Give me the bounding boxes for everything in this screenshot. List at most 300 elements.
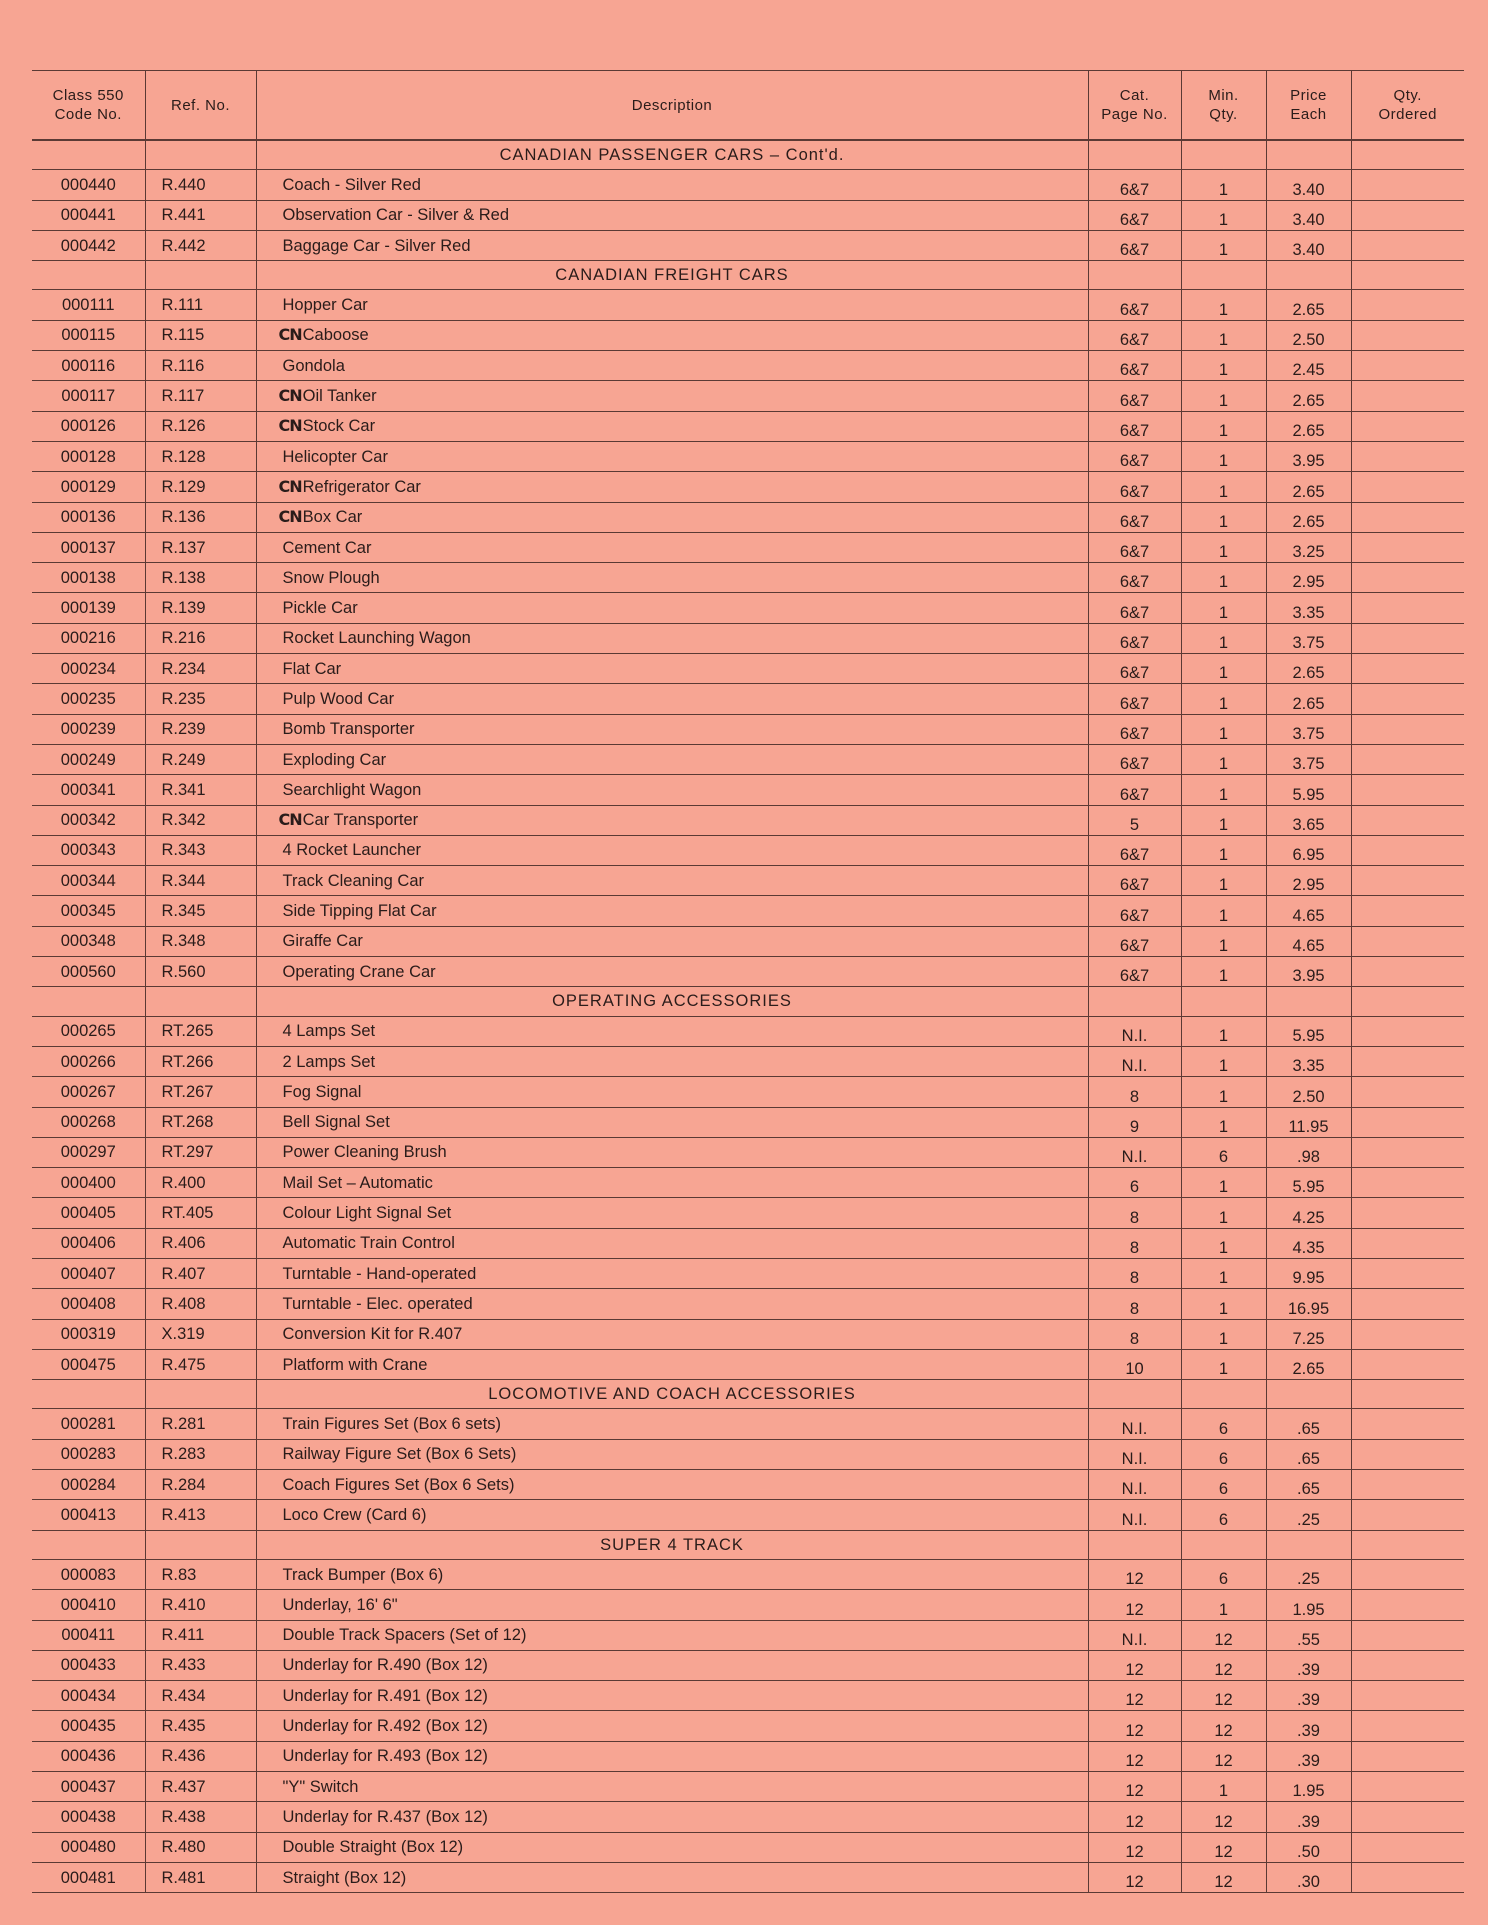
code-cell: 000216 [32,623,145,653]
qty-ordered-cell[interactable] [1351,1772,1464,1802]
page-cell: 6&7 [1088,775,1181,805]
code-cell: 000400 [32,1168,145,1198]
price-cell: 11.95 [1266,1107,1351,1137]
ref-cell: R.411 [145,1620,256,1650]
page-cell: 6&7 [1088,290,1181,320]
ref-cell: R.235 [145,684,256,714]
section-spacer [1088,261,1181,290]
ref-cell: R.345 [145,896,256,926]
qty-ordered-cell[interactable] [1351,441,1464,471]
qty-ordered-cell[interactable] [1351,654,1464,684]
section-row [32,1380,1464,1409]
description-cell [256,866,1088,896]
page-cell: 6 [1088,1168,1181,1198]
code-cell: 000137 [32,532,145,562]
section-spacer [1181,140,1266,170]
code-cell: 000265 [32,1016,145,1046]
code-cell: 000440 [32,170,145,200]
code-cell: 000435 [32,1711,145,1741]
page-cell: 6&7 [1088,684,1181,714]
min-qty-cell: 1 [1181,775,1266,805]
price-cell: 3.75 [1266,623,1351,653]
section-spacer [1266,140,1351,170]
table-row [32,654,1464,684]
section-spacer [145,140,256,170]
table-row [32,835,1464,865]
description-text: Coach Figures Set (Box 6 Sets) [282,1475,515,1494]
code-cell: 000405 [32,1198,145,1228]
description-cell [256,775,1088,805]
description-cell [256,1620,1088,1650]
qty-ordered-cell[interactable] [1351,1258,1464,1288]
qty-ordered-cell[interactable] [1351,200,1464,230]
qty-ordered-cell[interactable] [1351,1137,1464,1167]
min-qty-cell: 1 [1181,896,1266,926]
min-qty-cell: 6 [1181,1409,1266,1439]
qty-ordered-cell[interactable] [1351,1409,1464,1439]
ref-cell: R.115 [145,320,256,350]
section-title: CANADIAN FREIGHT CARS [256,261,1088,290]
section-spacer [145,987,256,1016]
description-cell [256,1137,1088,1167]
ref-cell: R.116 [145,351,256,381]
code-cell: 000116 [32,351,145,381]
min-qty-cell: 1 [1181,957,1266,987]
qty-ordered-cell[interactable] [1351,1802,1464,1832]
min-qty-cell: 1 [1181,563,1266,593]
ref-cell: R.433 [145,1650,256,1680]
code-cell: 000117 [32,381,145,411]
page-cell: 10 [1088,1349,1181,1379]
description-text: Track Bumper (Box 6) [282,1565,444,1584]
table-row [32,1470,1464,1500]
qty-ordered-cell[interactable] [1351,593,1464,623]
description-text: Helicopter Car [282,447,388,466]
ref-cell: R.283 [145,1439,256,1469]
header-row [32,71,1464,141]
price-cell: .98 [1266,1137,1351,1167]
description-text: Exploding Car [282,750,387,769]
code-cell: 000115 [32,320,145,350]
qty-ordered-cell[interactable] [1351,532,1464,562]
code-cell: 000411 [32,1620,145,1650]
section-title: CANADIAN PASSENGER CARS – Cont'd. [256,140,1088,170]
qty-ordered-cell[interactable] [1351,230,1464,260]
code-cell: 000437 [32,1772,145,1802]
page-cell: 12 [1088,1590,1181,1620]
page-cell: N.I. [1088,1470,1181,1500]
description-cell [256,532,1088,562]
description-cell [256,1077,1088,1107]
ref-cell: R.136 [145,502,256,532]
code-cell: 000344 [32,866,145,896]
qty-ordered-cell[interactable] [1351,1559,1464,1589]
ref-cell: R.408 [145,1289,256,1319]
page-cell: 9 [1088,1107,1181,1137]
qty-ordered-cell[interactable] [1351,866,1464,896]
ref-cell: R.249 [145,744,256,774]
min-qty-cell: 12 [1181,1620,1266,1650]
price-cell: 4.35 [1266,1228,1351,1258]
qty-ordered-cell[interactable] [1351,1620,1464,1650]
description-cell [256,502,1088,532]
price-cell: .65 [1266,1470,1351,1500]
min-qty-cell: 1 [1181,1349,1266,1379]
price-cell: 3.95 [1266,957,1351,987]
code-cell: 000126 [32,411,145,441]
ref-cell: R.343 [145,835,256,865]
section-title: OPERATING ACCESSORIES [256,987,1088,1016]
table-row [32,200,1464,230]
code-cell: 000128 [32,441,145,471]
min-qty-cell: 1 [1181,351,1266,381]
description-cell [256,957,1088,987]
section-spacer [32,1380,145,1409]
table-row [32,1319,1464,1349]
qty-ordered-cell[interactable] [1351,805,1464,835]
qty-ordered-cell[interactable] [1351,1349,1464,1379]
code-cell: 000234 [32,654,145,684]
code-cell: 000436 [32,1741,145,1771]
description-text: Cement Car [282,538,372,557]
min-qty-cell: 1 [1181,593,1266,623]
min-qty-cell: 1 [1181,411,1266,441]
price-cell: .39 [1266,1650,1351,1680]
ref-cell: RT.268 [145,1107,256,1137]
description-text: Baggage Car - Silver Red [282,236,471,255]
description-cell [256,1470,1088,1500]
price-cell: 2.95 [1266,866,1351,896]
page-cell: 6&7 [1088,351,1181,381]
description-text: Mail Set – Automatic [282,1173,433,1192]
qty-ordered-cell[interactable] [1351,1198,1464,1228]
description-text: Straight (Box 12) [282,1868,407,1887]
page-cell: 6&7 [1088,744,1181,774]
description-text: 4 Lamps Set [282,1022,376,1041]
min-qty-cell: 1 [1181,1077,1266,1107]
ref-cell: R.560 [145,957,256,987]
qty-ordered-cell[interactable] [1351,623,1464,653]
ref-cell: RT.266 [145,1046,256,1076]
ref-cell: R.442 [145,230,256,260]
description-text: Turntable - Elec. operated [282,1294,473,1313]
description-cell [256,1500,1088,1530]
price-cell: 3.65 [1266,805,1351,835]
qty-ordered-cell[interactable] [1351,1228,1464,1258]
section-spacer [145,1530,256,1559]
section-spacer [1088,987,1181,1016]
description-cell [256,1289,1088,1319]
table-row [32,623,1464,653]
section-spacer [1351,1380,1464,1409]
min-qty-cell: 1 [1181,381,1266,411]
description-cell [256,1319,1088,1349]
table-row [32,472,1464,502]
page-cell: 6&7 [1088,381,1181,411]
page-cell: 5 [1088,805,1181,835]
qty-ordered-cell[interactable] [1351,411,1464,441]
price-cell: .30 [1266,1862,1351,1892]
min-qty-cell: 6 [1181,1137,1266,1167]
section-spacer [1266,1530,1351,1559]
code-cell: 000341 [32,775,145,805]
description-text: Underlay, 16' 6" [282,1595,398,1614]
min-qty-cell: 1 [1181,1289,1266,1319]
qty-ordered-cell[interactable] [1351,1168,1464,1198]
page-cell: N.I. [1088,1409,1181,1439]
page-cell: 6&7 [1088,896,1181,926]
ref-cell: R.438 [145,1802,256,1832]
code-cell: 000139 [32,593,145,623]
min-qty-cell: 1 [1181,684,1266,714]
page-cell: 6&7 [1088,472,1181,502]
description-cell [256,805,1088,835]
qty-ordered-cell[interactable] [1351,1832,1464,1862]
cn-logo: CN [278,416,302,436]
code-cell: 000235 [32,684,145,714]
description-text: Underlay for R.492 (Box 12) [282,1717,488,1736]
qty-ordered-cell[interactable] [1351,714,1464,744]
table-row [32,170,1464,200]
description-text: Track Cleaning Car [282,871,425,890]
qty-ordered-cell[interactable] [1351,381,1464,411]
page-cell: N.I. [1088,1439,1181,1469]
description-text: Snow Plough [282,568,380,587]
price-cell: 5.95 [1266,1016,1351,1046]
min-qty-cell: 1 [1181,623,1266,653]
description-cell [256,563,1088,593]
min-qty-cell: 1 [1181,170,1266,200]
page-cell: 6&7 [1088,563,1181,593]
page-cell: 8 [1088,1228,1181,1258]
table-row [32,1077,1464,1107]
page-cell: 6&7 [1088,835,1181,865]
table-row [32,593,1464,623]
ref-cell: R.413 [145,1500,256,1530]
code-cell: 000249 [32,744,145,774]
min-qty-cell: 1 [1181,1258,1266,1288]
min-qty-cell: 6 [1181,1470,1266,1500]
header-description: Description [256,71,1088,141]
description-cell [256,1650,1088,1680]
ref-cell: R.481 [145,1862,256,1892]
price-cell: 3.95 [1266,441,1351,471]
qty-ordered-cell[interactable] [1351,684,1464,714]
code-cell: 000129 [32,472,145,502]
min-qty-cell: 12 [1181,1711,1266,1741]
description-text: Underlay for R.490 (Box 12) [282,1656,488,1675]
price-cell: .55 [1266,1620,1351,1650]
table-row [32,441,1464,471]
section-title: LOCOMOTIVE AND COACH ACCESSORIES [256,1380,1088,1409]
price-cell: 3.35 [1266,1046,1351,1076]
description-text: Giraffe Car [282,932,363,951]
price-cell: 2.95 [1266,563,1351,593]
page-cell: 6&7 [1088,230,1181,260]
qty-ordered-cell[interactable] [1351,351,1464,381]
description-text: Rocket Launching Wagon [282,629,471,648]
qty-ordered-cell[interactable] [1351,1741,1464,1771]
section-spacer [1088,1530,1181,1559]
ref-cell: R.436 [145,1741,256,1771]
qty-ordered-cell[interactable] [1351,926,1464,956]
ref-cell: R.128 [145,441,256,471]
cn-logo: CN [278,325,302,345]
description-text: Power Cleaning Brush [282,1143,447,1162]
price-cell: 6.95 [1266,835,1351,865]
page-cell: 8 [1088,1319,1181,1349]
price-cell: 2.65 [1266,684,1351,714]
code-cell: 000284 [32,1470,145,1500]
description-text: Automatic Train Control [282,1234,455,1253]
description-text: Caboose [302,326,369,345]
qty-ordered-cell[interactable] [1351,290,1464,320]
description-text: Double Track Spacers (Set of 12) [282,1626,527,1645]
description-cell [256,1802,1088,1832]
min-qty-cell: 12 [1181,1862,1266,1892]
qty-ordered-cell[interactable] [1351,1650,1464,1680]
price-cell: 16.95 [1266,1289,1351,1319]
min-qty-cell: 1 [1181,472,1266,502]
qty-ordered-cell[interactable] [1351,472,1464,502]
header-qty-ordered: Qty. Ordered [1351,71,1464,141]
section-title: SUPER 4 TRACK [256,1530,1088,1559]
qty-ordered-cell[interactable] [1351,1077,1464,1107]
min-qty-cell: 1 [1181,805,1266,835]
qty-ordered-cell[interactable] [1351,320,1464,350]
section-spacer [145,1380,256,1409]
description-cell [256,835,1088,865]
qty-ordered-cell[interactable] [1351,1862,1464,1892]
min-qty-cell: 1 [1181,230,1266,260]
ref-cell: R.284 [145,1470,256,1500]
ref-cell: R.441 [145,200,256,230]
qty-ordered-cell[interactable] [1351,835,1464,865]
qty-ordered-cell[interactable] [1351,1470,1464,1500]
min-qty-cell: 12 [1181,1832,1266,1862]
description-cell [256,1862,1088,1892]
qty-ordered-cell[interactable] [1351,896,1464,926]
page-cell: N.I. [1088,1016,1181,1046]
price-cell: 7.25 [1266,1319,1351,1349]
qty-ordered-cell[interactable] [1351,1107,1464,1137]
qty-ordered-cell[interactable] [1351,1500,1464,1530]
ref-cell: R.139 [145,593,256,623]
qty-ordered-cell[interactable] [1351,775,1464,805]
price-cell: 5.95 [1266,775,1351,805]
code-cell: 000413 [32,1500,145,1530]
min-qty-cell: 1 [1181,866,1266,896]
header-ref: Ref. No. [145,71,256,141]
qty-ordered-cell[interactable] [1351,1590,1464,1620]
qty-ordered-cell[interactable] [1351,1016,1464,1046]
description-text: Flat Car [282,659,342,678]
price-cell: .50 [1266,1832,1351,1862]
code-cell: 000138 [32,563,145,593]
qty-ordered-cell[interactable] [1351,1439,1464,1469]
ref-cell: RT.405 [145,1198,256,1228]
qty-ordered-cell[interactable] [1351,1046,1464,1076]
ref-cell: R.342 [145,805,256,835]
ref-cell: R.341 [145,775,256,805]
description-text: Platform with Crane [282,1355,428,1374]
qty-ordered-cell[interactable] [1351,957,1464,987]
table-row [32,714,1464,744]
code-cell: 000348 [32,926,145,956]
price-cell: 2.45 [1266,351,1351,381]
description-text: Fog Signal [282,1082,362,1101]
table-row [32,866,1464,896]
description-cell [256,441,1088,471]
section-row [32,987,1464,1016]
description-text: Observation Car - Silver & Red [282,206,509,225]
price-cell: .39 [1266,1741,1351,1771]
table-row [32,1107,1464,1137]
qty-ordered-cell[interactable] [1351,1319,1464,1349]
price-cell: .65 [1266,1409,1351,1439]
description-cell [256,1741,1088,1771]
description-text: Train Figures Set (Box 6 sets) [282,1415,502,1434]
description-text: Pulp Wood Car [282,689,395,708]
ref-cell: R.437 [145,1772,256,1802]
description-text: Car Transporter [302,811,419,830]
description-cell [256,744,1088,774]
description-cell [256,896,1088,926]
page-cell: 6&7 [1088,441,1181,471]
qty-ordered-cell[interactable] [1351,1681,1464,1711]
qty-ordered-cell[interactable] [1351,1289,1464,1319]
table-row [32,775,1464,805]
code-cell: 000438 [32,1802,145,1832]
code-cell: 000407 [32,1258,145,1288]
min-qty-cell: 1 [1181,502,1266,532]
qty-ordered-cell[interactable] [1351,563,1464,593]
code-cell: 000434 [32,1681,145,1711]
table-row [32,1016,1464,1046]
code-cell: 000281 [32,1409,145,1439]
qty-ordered-cell[interactable] [1351,1711,1464,1741]
code-cell: 000267 [32,1077,145,1107]
qty-ordered-cell[interactable] [1351,502,1464,532]
description-cell [256,1107,1088,1137]
page-cell: 12 [1088,1772,1181,1802]
price-cell: 2.65 [1266,654,1351,684]
description-text: Conversion Kit for R.407 [282,1325,463,1344]
price-cell: 2.65 [1266,290,1351,320]
section-spacer [1266,987,1351,1016]
page-cell: 6&7 [1088,714,1181,744]
qty-ordered-cell[interactable] [1351,744,1464,774]
description-text: 2 Lamps Set [282,1052,376,1071]
price-cell: 3.75 [1266,714,1351,744]
ref-cell: R.480 [145,1832,256,1862]
qty-ordered-cell[interactable] [1351,170,1464,200]
page-cell: 6&7 [1088,957,1181,987]
code-cell: 000442 [32,230,145,260]
code-cell: 000239 [32,714,145,744]
table-row [32,1349,1464,1379]
page-cell: 6&7 [1088,200,1181,230]
description-cell [256,1168,1088,1198]
min-qty-cell: 1 [1181,1772,1266,1802]
code-cell: 000319 [32,1319,145,1349]
table-row [32,1681,1464,1711]
table-row [32,290,1464,320]
code-cell: 000342 [32,805,145,835]
page-cell: 6&7 [1088,623,1181,653]
min-qty-cell: 1 [1181,1168,1266,1198]
description-cell [256,1198,1088,1228]
